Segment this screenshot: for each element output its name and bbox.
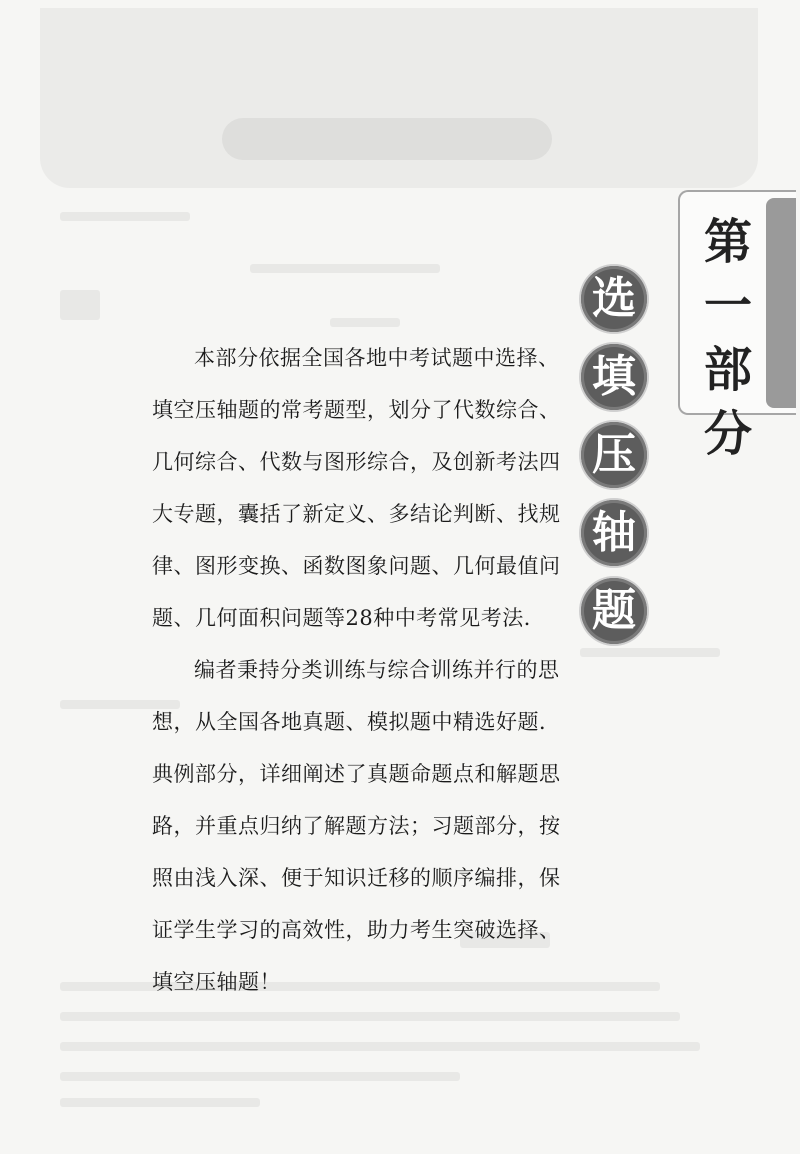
part-tab <box>678 190 796 462</box>
title-circle <box>581 344 647 410</box>
show-through-line <box>60 1072 460 1081</box>
show-through-line <box>60 1012 680 1021</box>
show-through-line <box>60 1098 260 1107</box>
title-char: 题 <box>592 585 636 636</box>
title-char: 选 <box>592 273 636 324</box>
part-label-char: 部 <box>703 342 752 398</box>
title-char: 轴 <box>592 507 636 558</box>
intro-text <box>152 332 562 1008</box>
title-circle <box>581 500 647 566</box>
show-through-line <box>60 212 190 221</box>
show-through-pill <box>222 118 552 160</box>
title-circle <box>581 422 647 488</box>
title-circle <box>581 266 647 332</box>
part-label-char: 分 <box>703 406 752 462</box>
title-circle <box>581 578 647 644</box>
show-through-banner <box>40 8 758 188</box>
part-label <box>698 210 758 466</box>
part-label-char: 一 <box>703 278 752 334</box>
show-through-line <box>250 264 440 273</box>
part-tab-strip <box>766 198 796 408</box>
title-char: 填 <box>592 351 636 402</box>
intro-paragraph: 本部分依据全国各地中考试题中选择、填空压轴题的常考题型，划分了代数综合、几何综合、代数与图形综合，及创新考法四大专题，囊括了新定义、多结论判断、找规律、图形变换、函数图象问题、几何最值问题、几何面积问题等28种中考常见考法． <box>152 346 561 630</box>
show-through-line <box>60 1042 700 1051</box>
show-through-line <box>580 648 720 657</box>
show-through-line <box>60 290 100 320</box>
intro-paragraph: 编者秉持分类训练与综合训练并行的思想，从全国各地真题、模拟题中精选好题．典例部分，详细阐述了真题命题点和解题思路，并重点归纳了解题方法；习题部分，按照由浅入深、便于知识迁移的顺序编排，保证学生学习的高效性，助力考生突破选择、填空压轴题！ <box>152 658 561 994</box>
part-label-char: 第 <box>703 214 752 270</box>
title-char: 压 <box>592 429 636 480</box>
show-through-line <box>330 318 400 327</box>
